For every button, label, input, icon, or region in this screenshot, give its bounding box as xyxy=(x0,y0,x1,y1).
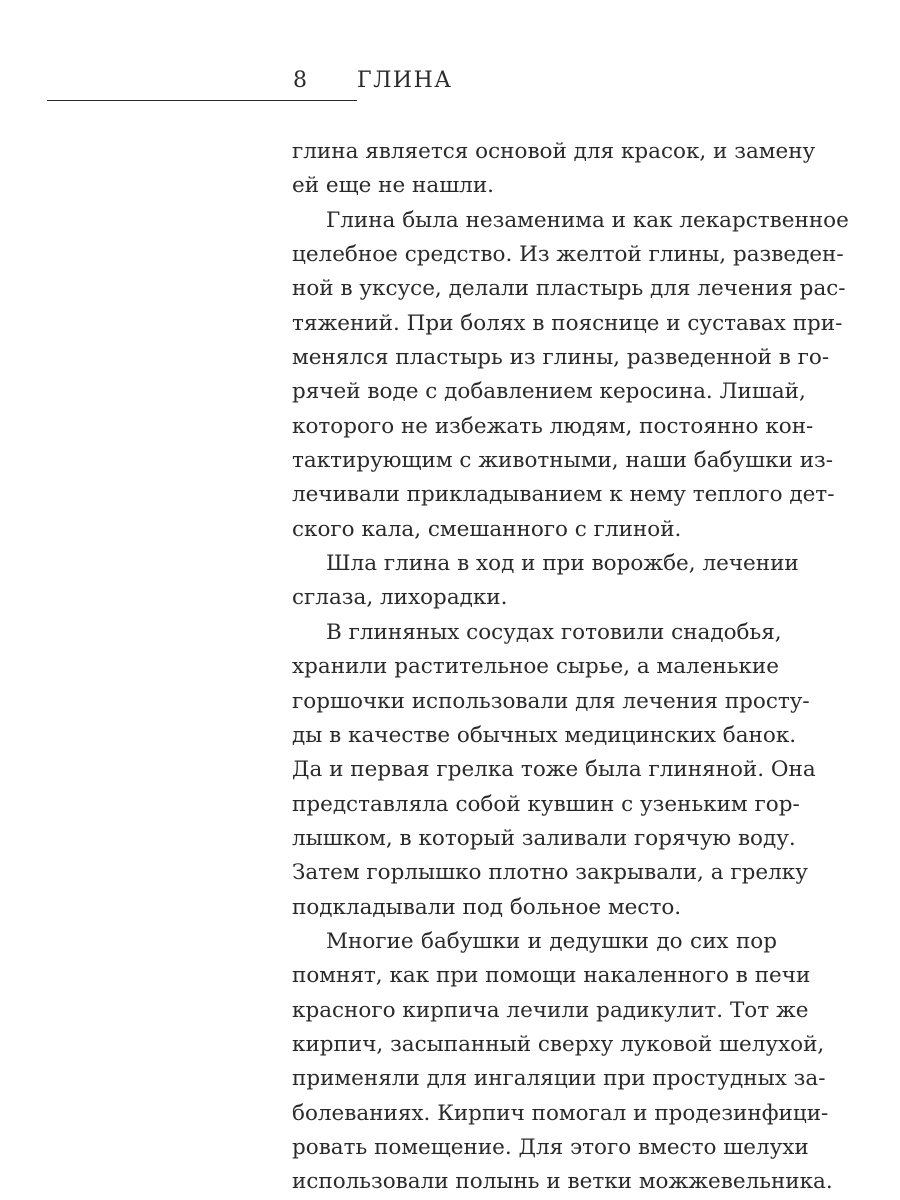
text-line: Да и первая грелка тоже была глиняной. Она xyxy=(292,757,816,783)
text-line: Шла глина в ход и при ворожбе, лечении xyxy=(326,551,799,577)
text-line: которого не избежать людям, постоянно кон- xyxy=(292,413,814,439)
text-line: Глина была незаменима и как лекарственное xyxy=(326,207,849,233)
text-line: помнят, как при помощи накаленного в печи xyxy=(292,963,811,989)
text-line: В глиняных сосудах готовили снадобья, xyxy=(326,619,782,645)
text-line: ды в качестве обычных медицинских банок. xyxy=(292,722,797,748)
text-line: ровать помещение. Для этого вместо шелухи xyxy=(292,1134,809,1160)
text-line: использовали полынь и ветки можжевельника. xyxy=(292,1169,833,1195)
text-line: глина является основой для красок, и замену xyxy=(292,139,816,164)
text-line: лышком, в который заливали горячую воду. xyxy=(292,825,796,851)
text-line: целебное средство. Из желтой глины, разведен- xyxy=(292,242,844,268)
text-line: сглаза, лихорадки. xyxy=(292,585,508,611)
header-rule xyxy=(47,100,357,101)
text-line: ского кала, смешанного с глиной. xyxy=(292,516,682,542)
page-number: 8 xyxy=(293,68,307,93)
text-line: тактирующим с животными, наши бабушки из- xyxy=(292,448,834,474)
text-line: ей еще не нашли. xyxy=(292,173,495,199)
text-line: кирпич, засыпанный сверху луковой шелухой, xyxy=(292,1031,825,1057)
text-line: ной в уксусе, делали пластырь для лечения рас- xyxy=(292,276,846,302)
text-line: Многие бабушки и дедушки до сих пор xyxy=(326,928,777,954)
text-line: Затем горлышко плотно закрывали, а грелку xyxy=(292,860,808,886)
text-line: применяли для ингаляции при простудных за- xyxy=(292,1066,826,1092)
text-line: горшочки использовали для лечения просту- xyxy=(292,688,810,714)
body-text xyxy=(292,135,849,1200)
text-line: рячей воде с добавлением керосина. Лишай, xyxy=(292,379,806,405)
text-line: менялся пластырь из глины, разведенной в го- xyxy=(292,345,830,371)
text-line: подкладывали под больное место. xyxy=(292,894,682,920)
running-title: ГЛИНА xyxy=(357,68,453,93)
text-line: представляла собой кувшин с узеньким гор- xyxy=(292,791,800,817)
text-line: красного кирпича лечили радикулит. Тот же xyxy=(292,997,809,1023)
text-line: хранили растительное сырье, а маленькие xyxy=(292,654,779,680)
text-line: лечивали прикладыванием к нему теплого дет- xyxy=(292,482,835,508)
text-line: тяжений. При болях в пояснице и суставах при- xyxy=(292,310,843,336)
text-line: болеваниях. Кирпич помогал и продезинфици- xyxy=(292,1100,829,1126)
